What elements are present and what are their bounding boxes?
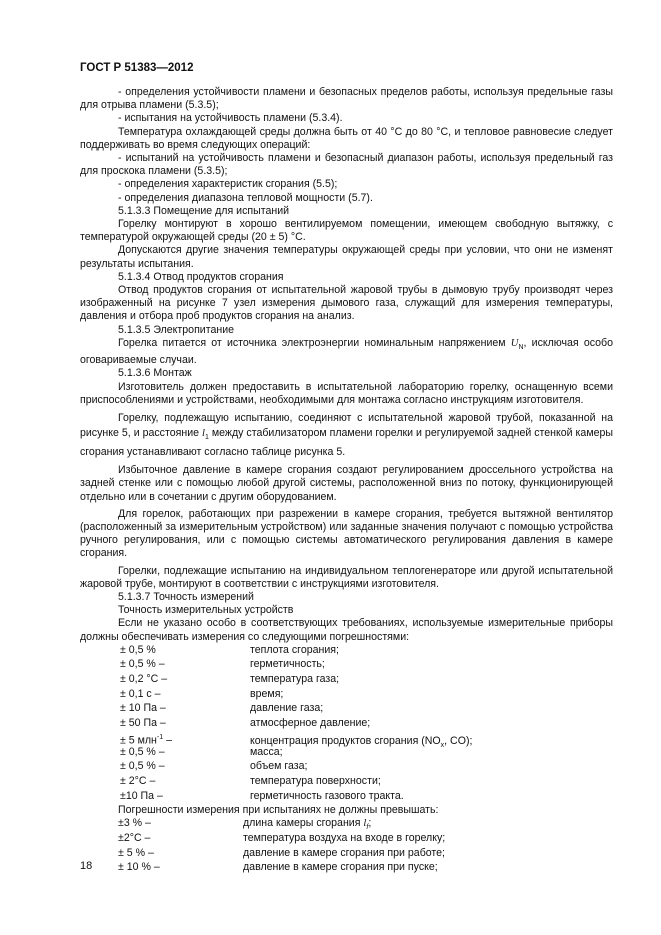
text-span: Горелка питается от источника электроэнергии номинальным напряжением [118, 336, 511, 349]
paragraph: - испытаний на устойчивость пламени и безопасный диапазон работы, используя предельный газ для проскока пламени (5.3.5); [80, 152, 613, 178]
test-accuracy-list [80, 817, 613, 875]
paragraph: Изготовитель должен предоставить в испытательной лабораторию горелку, оснащенную всеми приспособлениями и устройствами, необходимыми для монтажа согласно инструкциям изготовителя. [80, 380, 613, 406]
list-item [80, 760, 613, 775]
accuracy-list [80, 644, 613, 805]
paragraph: - определения характеристик сгорания (5.5); [118, 178, 338, 191]
list-item [80, 731, 613, 749]
list-value: ± 10 % – [118, 861, 160, 874]
list-value: ± 2°С – [120, 775, 156, 788]
value-superscript: -1 [156, 734, 164, 742]
list-item [80, 832, 613, 847]
list-value: ± 0,5 % [120, 643, 156, 656]
list-value: ± 10 Па – [120, 702, 166, 715]
paragraph: Для горелок, работающих при разрежении в камере сгорания, требуется вытяжной вентилятор (расположенный за измерительным устройством) или заданные значения получают с помощью устройства ручного регулирования, или с помощью системы автоматического регулирования давления в камере сгорания. [80, 507, 613, 560]
list-desc: температура поверхности; [250, 775, 381, 788]
text-span: Горелку, подлежащую испытанию, соединяют с испытательной жаровой трубой, показанной на рисунке 5, и расстояние [80, 411, 613, 439]
list-desc: давление газа; [250, 702, 324, 715]
distance-subscript: 1 [204, 434, 209, 442]
paragraph: Погрешности измерения при испытаниях не должны превышать: [118, 804, 439, 817]
list-value: ± 5 % – [118, 846, 154, 859]
paragraph: - испытания на устойчивость пламени (5.3.4). [118, 112, 343, 125]
paragraph: Горелки, подлежащие испытанию на индивидуальном теплогенераторе или другой испытательной жаровой трубе, монтируют в соответствии с инструкциями изготовителя. [80, 564, 613, 590]
paragraph [80, 411, 613, 460]
paragraph: Горелку монтируют в хорошо вентилируемом помещении, имеющем свободную вытяжку, с температурой окружающей среды (20 ± 5) °С. [80, 218, 613, 244]
text-span: между стабилизатором пламени горелки и регулируемой задней стенкой камеры сгорания устанавливают согласно таблице рисунка 5. [80, 426, 613, 459]
desc-tail: , CO); [444, 734, 473, 747]
list-item [80, 688, 613, 703]
distance-symbol: l [201, 427, 205, 439]
section-heading: 5.1.3.3 Помещение для испытаний [118, 204, 290, 217]
desc-text: длина камеры сгорания [243, 817, 364, 830]
page-number: 18 [80, 860, 93, 872]
desc-subscript: x [440, 741, 445, 749]
list-item [80, 861, 613, 876]
desc-tail: ; [368, 817, 372, 830]
list-item [80, 775, 613, 790]
list-desc: температура воздуха на входе в горелку; [243, 832, 446, 845]
list-item [80, 702, 613, 717]
list-value: ± 50 Па – [120, 716, 166, 729]
paragraph [80, 337, 613, 368]
list-desc [250, 735, 472, 752]
list-value: ± 0,1 с – [120, 687, 161, 700]
list-value: ±3 % – [118, 817, 151, 830]
section-heading: 5.1.3.5 Электропитание [118, 323, 235, 336]
section-subheading: Точность измерительных устройств [118, 604, 294, 617]
list-desc: время; [250, 687, 284, 700]
value-tail: – [163, 734, 172, 747]
list-value: ± 0,5 % – [120, 658, 165, 671]
list-value: ± 0,5 % – [120, 745, 165, 758]
list-value: ±10 Па – [120, 789, 163, 802]
text-span: , исключая особо оговариваемые случаи. [80, 336, 614, 367]
list-item [80, 673, 613, 688]
document-header: ГОСТ Р 51383—2012 [80, 62, 194, 74]
list-desc: атмосферное давление; [250, 716, 371, 729]
section-heading: 5.1.3.6 Монтаж [118, 367, 192, 380]
paragraph: Температура охлаждающей среды должна быть от 40 °С до 80 °С, и тепловое равновесие следует поддерживать во время следующих операций: [80, 125, 613, 151]
list-desc: объем газа; [250, 760, 308, 773]
paragraph: Отвод продуктов сгорания от испытательной жаровой трубы в дымовую трубу производят через изображенный на рисунке 7 узел измерения дымового газа, служащий для измерения температуры, давления и отбора проб продуктов сгорания на анализ. [80, 284, 613, 323]
list-desc: масса; [250, 745, 283, 758]
list-value: ± 0,2 °С – [120, 672, 168, 685]
list-desc: теплота сгорания; [250, 643, 339, 656]
length-subscript: f [366, 824, 369, 832]
value-text: ± 5 млн [120, 734, 157, 747]
paragraph: Избыточное давление в камере сгорания создают регулированием дроссельного устройства на задней стенке или с помощью любой другой системы, расположенной вниз по потоку, функционирующей отдельно или в сочетании с другим оборудованием. [80, 464, 613, 503]
list-desc: температура газа; [250, 672, 340, 685]
paragraph: - определения диапазона тепловой мощности (5.7). [118, 191, 373, 204]
paragraph: - определения устойчивости пламени и безопасных пределов работы, используя предельные газы для отрыва пламени (5.3.5); [80, 86, 613, 112]
section-heading: 5.1.3.7 Точность измерений [118, 590, 254, 603]
list-item [80, 847, 613, 862]
list-value: ±2°С – [118, 832, 151, 845]
list-desc: давление в камере сгорания при работе; [243, 846, 445, 859]
list-item [80, 658, 613, 673]
desc-text: концентрация продуктов сгорания (NO [250, 734, 441, 747]
list-desc: герметичность; [250, 658, 325, 671]
section-heading: 5.1.3.4 Отвод продуктов сгорания [118, 270, 284, 283]
list-item [80, 644, 613, 659]
length-symbol: l [363, 818, 367, 830]
paragraph: Допускаются другие значения температуры окружающей среды при условии, что они не изменят результаты испытания. [80, 244, 613, 270]
paragraph: Если не указано особо в соответствующих требованиях, используемые измерительные приборы должны обеспечивать измерения со следующими погрешностями: [80, 617, 613, 643]
list-desc: герметичность газового тракта. [250, 789, 404, 802]
voltage-subscript: N [518, 343, 524, 351]
list-item [80, 817, 613, 832]
list-item [80, 717, 613, 732]
document-body [80, 86, 613, 876]
list-value: ± 0,5 % – [120, 760, 165, 773]
list-item [80, 790, 613, 805]
voltage-symbol: U [510, 337, 519, 349]
list-desc: давление в камере сгорания при пуске; [243, 861, 438, 874]
